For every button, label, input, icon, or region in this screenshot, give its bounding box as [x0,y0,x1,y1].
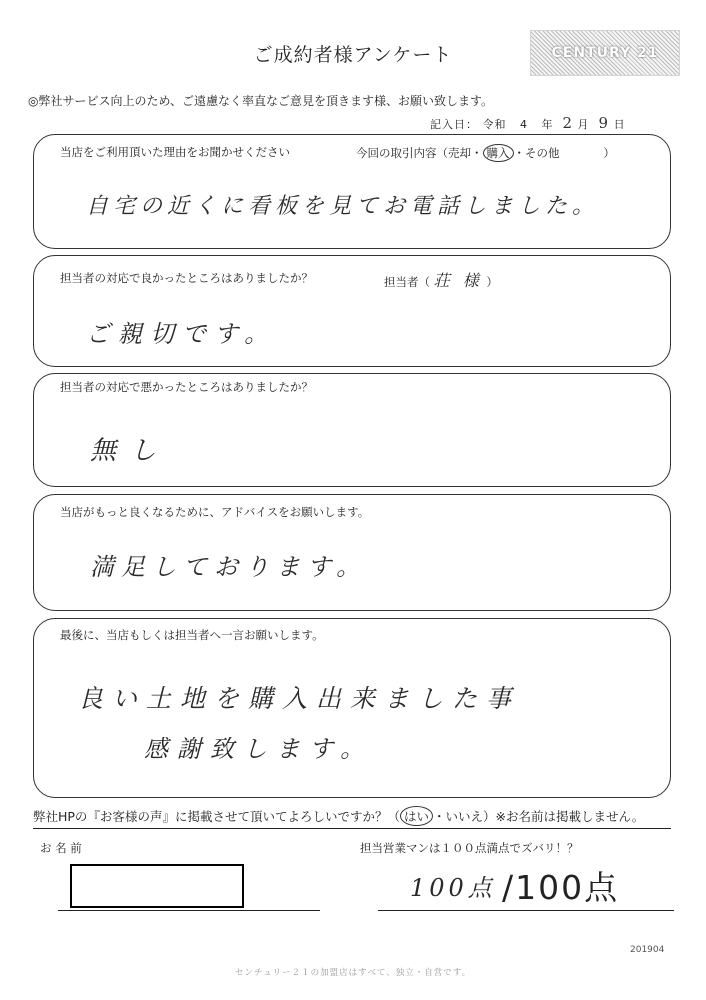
date-year: 4 [520,118,528,131]
date-year-unit: 年 [541,118,554,131]
section-divider [33,828,671,829]
question-message: 最後に、当店もしくは担当者へ一言お願いします。 [60,628,324,642]
answer-reason: 自宅の近くに看板を見てお電話しました。 [86,194,600,219]
consent-text-before: 弊社HPの『お客様の声』に掲載させて頂いてよろしいですか？（ [33,809,400,824]
score-slash: / [502,868,516,907]
score-max-value: 100点 [515,868,620,907]
deal-option-buy: 購入 [483,144,514,162]
question-advice: 当店がもっと良くなるために、アドバイスをお願いします。 [60,505,370,519]
answer-bad: 無し [90,436,171,466]
deal-type [356,144,615,162]
staff-name: 荘 様 [433,271,483,290]
date-day: 9 [598,114,610,132]
score-max [502,862,619,909]
consent-option-yes: はい [400,806,433,826]
question-bad: 担当者の対応で悪かったところはありましたか？ [60,380,313,394]
question-reason: 当店をご利用頂いた理由をお聞かせください [60,145,290,159]
question-box-reason [33,134,671,249]
consent-option-no: いいえ [445,809,483,824]
date-day-unit: 日 [613,118,626,131]
entry-date [430,114,626,132]
page-title: ご成約者様アンケート [253,44,453,66]
deal-sep-2: ・ [513,146,525,160]
score-label: 担当営業マンは１００点満点でズバリ！？ [360,841,579,855]
date-month: 2 [562,114,574,132]
score-underline [378,910,674,911]
date-month-unit: 月 [577,118,590,131]
logo-text: CENTURY 21 [551,45,659,61]
consent-text-after: ）※お名前は掲載しません。 [483,809,645,824]
consent-sep: ・ [432,809,446,824]
form-code: 201904 [630,945,665,955]
brand-logo [530,30,680,76]
staff-label: 担当者（ [384,275,430,289]
name-underline [58,910,320,911]
answer-message-line1: 良い土地を購入出来ました事 [78,684,521,713]
answer-message-line2: 感謝致します。 [144,735,374,763]
date-era: 令和 [482,118,507,131]
question-box-bad [33,373,671,487]
deal-option-other: その他 [525,146,560,160]
publish-consent [33,806,644,826]
question-box-good [33,255,671,367]
deal-type-close: ） [603,146,615,160]
footer-note: センチュリー２１の加盟店はすべて、独立・自営です。 [234,968,472,978]
question-box-advice [33,494,671,611]
answer-advice: 満足しております。 [90,553,368,581]
redacted-name-box [70,864,244,908]
staff-close: ） [486,275,498,289]
question-box-message [33,618,671,798]
score-handwritten: 100点 [410,874,496,902]
answer-good: ご親切です。 [86,320,277,348]
date-label: 記入日： [430,118,478,131]
deal-type-label: 今回の取引内容（ [356,146,448,160]
intro-text: ◎弊社サービス向上のため、ご遠慮なく率直なご意見を頂きます様、お願い致します。 [28,94,494,108]
name-label: お 名 前 [40,841,82,855]
deal-option-sell: 売却 [448,146,471,160]
deal-sep-1: ・ [471,146,483,160]
question-good: 担当者の対応で良かったところはありましたか？ [60,271,313,285]
staff-field [384,268,498,291]
